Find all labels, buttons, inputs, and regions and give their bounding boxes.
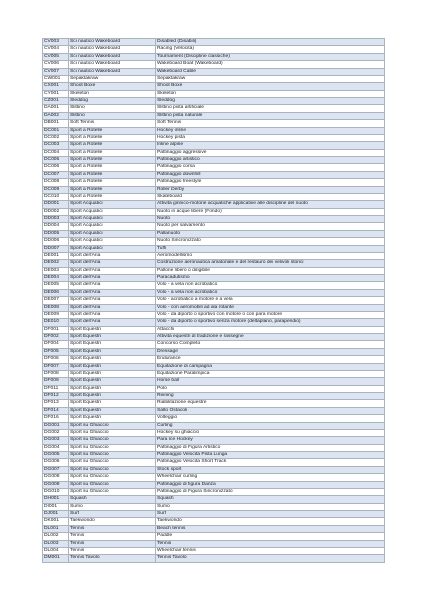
code-cell: DC005 (43, 157, 69, 164)
discipline-cell: Paracadutismo (156, 275, 385, 282)
sport-cell: Sport su Ghiaccio (69, 481, 156, 488)
discipline-cell: Equitazione Paralimpica (156, 370, 385, 377)
sport-cell: Sport a Rotelle (69, 134, 156, 141)
table-row (43, 496, 385, 503)
table-row (43, 61, 385, 68)
code-cell: DL001 (43, 525, 69, 532)
code-cell: DF014 (43, 407, 69, 414)
discipline-cell: Pattinaggio freestyle (156, 179, 385, 186)
table-body (43, 39, 385, 563)
code-cell: DC001 (43, 127, 69, 134)
sport-cell: Sport dell'Aria (69, 304, 156, 311)
discipline-cell: Wheelchair curling (156, 474, 385, 481)
table-row (43, 230, 385, 237)
table-row (43, 90, 385, 97)
discipline-cell: Squash (156, 496, 385, 503)
discipline-cell: Nuoto in acque libere (Fondo) (156, 208, 385, 215)
code-cell: DG007 (43, 466, 69, 473)
discipline-cell: Aeromodellismo (156, 252, 385, 259)
code-cell: DG003 (43, 437, 69, 444)
table-row (43, 547, 385, 554)
table-row (43, 304, 385, 311)
code-cell: DC007 (43, 171, 69, 178)
sport-cell: Sport Equestri (69, 385, 156, 392)
discipline-cell: Tennis (156, 540, 385, 547)
table-row (43, 252, 385, 259)
code-cell: DJ001 (43, 511, 69, 518)
discipline-cell: Tuffi (156, 245, 385, 252)
table-row (43, 53, 385, 60)
table-row (43, 142, 385, 149)
table-row (43, 385, 385, 392)
sport-cell: Sport a Rotelle (69, 164, 156, 171)
code-cell: DF013 (43, 400, 69, 407)
discipline-cell: Riabilitazione equestre (156, 400, 385, 407)
table-row (43, 488, 385, 495)
discipline-cell: Taekwondo (156, 518, 385, 525)
table-row (43, 245, 385, 252)
code-cell: DD006 (43, 238, 69, 245)
sport-cell: Sci nautico Wakeboard (69, 61, 156, 68)
table-row (43, 105, 385, 112)
code-cell: DF005 (43, 348, 69, 355)
discipline-cell: Reining (156, 393, 385, 400)
table-row (43, 503, 385, 510)
table-row (43, 363, 385, 370)
discipline-cell: Equitazione di campagna (156, 363, 385, 370)
discipline-cell: Pattinaggio di Figura Sincronizzato (156, 488, 385, 495)
sport-cell: Squash (69, 496, 156, 503)
table-row (43, 466, 385, 473)
table-row (43, 267, 385, 274)
table-row (43, 319, 385, 326)
sport-cell: Sport dell'Aria (69, 297, 156, 304)
sport-cell: Sport dell'Aria (69, 267, 156, 274)
discipline-cell: Shoot Boxe (156, 83, 385, 90)
table-row (43, 201, 385, 208)
code-cell: DE004 (43, 275, 69, 282)
table-row (43, 193, 385, 200)
table-row (43, 238, 385, 245)
discipline-cell: Nuoto Sincronizzato (156, 238, 385, 245)
discipline-cell: Volteggio (156, 415, 385, 422)
sport-cell: Sport a Rotelle (69, 157, 156, 164)
discipline-cell: Pattinaggio di figura Danza (156, 481, 385, 488)
code-cell: DG002 (43, 429, 69, 436)
code-cell: DL003 (43, 540, 69, 547)
sport-cell: Shoot Boxe (69, 83, 156, 90)
discipline-cell: Salto Ostacoli (156, 407, 385, 414)
table-row (43, 120, 385, 127)
code-cell: DG005 (43, 452, 69, 459)
discipline-cell: Pattinaggio downhill (156, 171, 385, 178)
code-cell: CV006 (43, 61, 69, 68)
discipline-cell: Volo - a vela non acrobatico (156, 282, 385, 289)
table-row (43, 378, 385, 385)
sport-cell: Sport Equestri (69, 393, 156, 400)
sport-cell: Sport su Ghiaccio (69, 488, 156, 495)
discipline-cell: Attività ginnico-motorie acquatiche applicative alle discipline del nuoto (156, 201, 385, 208)
discipline-cell: Skateboard (156, 193, 385, 200)
code-cell: CV005 (43, 53, 69, 60)
discipline-cell: Attività equestri di tradizione e rassegne (156, 334, 385, 341)
sport-cell: Sepaktakraw (69, 75, 156, 82)
code-cell: DG009 (43, 481, 69, 488)
code-cell: CW001 (43, 75, 69, 82)
table-row (43, 444, 385, 451)
code-cell: DG010 (43, 488, 69, 495)
table-row (43, 171, 385, 178)
table-row (43, 481, 385, 488)
sport-cell: Slittino (69, 105, 156, 112)
sport-cell: Sport su Ghiaccio (69, 452, 156, 459)
code-cell: DG001 (43, 422, 69, 429)
discipline-cell: Pattinaggio di Figura Artistico (156, 444, 385, 451)
table-row (43, 297, 385, 304)
disciplines-table (42, 38, 385, 563)
code-cell: DC004 (43, 149, 69, 156)
table-row (43, 393, 385, 400)
sport-cell: Sport Acquatici (69, 245, 156, 252)
table-row (43, 83, 385, 90)
discipline-cell: Wakeboard Cable (156, 68, 385, 75)
discipline-cell: Pallanuoto (156, 230, 385, 237)
discipline-cell: Inline alpine (156, 142, 385, 149)
code-cell: DE010 (43, 319, 69, 326)
sport-cell: Sport Equestri (69, 326, 156, 333)
table-row (43, 370, 385, 377)
sport-cell: Sport Equestri (69, 407, 156, 414)
table-row (43, 429, 385, 436)
table-row (43, 452, 385, 459)
table-row (43, 98, 385, 105)
table-row (43, 422, 385, 429)
code-cell: DL004 (43, 547, 69, 554)
sport-cell: Tennis (69, 525, 156, 532)
sport-cell: Sport Equestri (69, 415, 156, 422)
discipline-cell: Racing (Velocità) (156, 46, 385, 53)
discipline-cell: Attacchi (156, 326, 385, 333)
sport-cell: Sport Acquatici (69, 201, 156, 208)
table-row (43, 46, 385, 53)
table-row (43, 186, 385, 193)
sport-cell: Sport Acquatici (69, 238, 156, 245)
discipline-cell: Pattinaggio Velocità Pista Lunga (156, 452, 385, 459)
sport-cell: Sport su Ghiaccio (69, 459, 156, 466)
code-cell: DF012 (43, 393, 69, 400)
code-cell: DD007 (43, 245, 69, 252)
table-row (43, 525, 385, 532)
code-cell: DD005 (43, 230, 69, 237)
table-row (43, 348, 385, 355)
sport-cell: Sport su Ghiaccio (69, 437, 156, 444)
table-row (43, 275, 385, 282)
sport-cell: Sport dell'Aria (69, 252, 156, 259)
discipline-cell: Slittino pista artificiale (156, 105, 385, 112)
sport-cell: Sport su Ghiaccio (69, 466, 156, 473)
discipline-cell: Stock sport (156, 466, 385, 473)
discipline-cell: Surf (156, 511, 385, 518)
sport-cell: Sport dell'Aria (69, 275, 156, 282)
discipline-cell: Horse ball (156, 378, 385, 385)
table-row (43, 164, 385, 171)
discipline-cell: Sepaktakraw (156, 75, 385, 82)
discipline-cell: Curling (156, 422, 385, 429)
table-row (43, 260, 385, 267)
sport-cell: Sport su Ghiaccio (69, 474, 156, 481)
discipline-cell: Volo - a vela non acrobatico (156, 289, 385, 296)
sport-cell: Sci nautico Wakeboard (69, 68, 156, 75)
discipline-cell: Beach tennis (156, 525, 385, 532)
sport-cell: Taekwondo (69, 518, 156, 525)
code-cell: CZ001 (43, 98, 69, 105)
code-cell: DA002 (43, 112, 69, 119)
table-row (43, 223, 385, 230)
table-row (43, 39, 385, 46)
discipline-cell: Tennis Tavolo (156, 555, 385, 562)
sport-cell: Sport Equestri (69, 400, 156, 407)
sport-cell: Sport Acquatici (69, 208, 156, 215)
table-row (43, 533, 385, 540)
code-cell: DD002 (43, 208, 69, 215)
code-cell: DF002 (43, 334, 69, 341)
sport-cell: Sport a Rotelle (69, 127, 156, 134)
discipline-cell: Pallone libero o dirigibile (156, 267, 385, 274)
code-cell: DC002 (43, 134, 69, 141)
table-row (43, 400, 385, 407)
discipline-cell: Hockey pista (156, 134, 385, 141)
sport-cell: Sport dell'Aria (69, 311, 156, 318)
discipline-cell: Polo (156, 385, 385, 392)
sport-cell: Sport dell'Aria (69, 319, 156, 326)
sport-cell: Sport Acquatici (69, 216, 156, 223)
table-row (43, 555, 385, 562)
table-row (43, 282, 385, 289)
table-row (43, 356, 385, 363)
code-cell: DD003 (43, 216, 69, 223)
discipline-cell: Volo - acrobatico a motore e a vela (156, 297, 385, 304)
table-row (43, 68, 385, 75)
discipline-cell: Hockey su ghiaccio (156, 429, 385, 436)
code-cell: CV007 (43, 68, 69, 75)
discipline-cell: Endurance (156, 356, 385, 363)
code-cell: CV004 (43, 46, 69, 53)
discipline-cell: Slittino pista naturale (156, 112, 385, 119)
discipline-cell: Wakeboard Boat (Wakeboard) (156, 61, 385, 68)
sport-cell: Sumo (69, 503, 156, 510)
sport-cell: Sport Acquatici (69, 230, 156, 237)
code-cell: DE006 (43, 289, 69, 296)
table-row (43, 459, 385, 466)
discipline-cell: Costruzione aeronautica amatoriale e del restauro dei velivoli storici (156, 260, 385, 267)
table-row (43, 289, 385, 296)
code-cell: DE001 (43, 252, 69, 259)
discipline-cell: Disabled (Disabili) (156, 39, 385, 46)
sport-cell: Sport dell'Aria (69, 289, 156, 296)
code-cell: DF009 (43, 378, 69, 385)
sport-cell: Sci nautico Wakeboard (69, 39, 156, 46)
table-row (43, 157, 385, 164)
discipline-cell: Sumo (156, 503, 385, 510)
discipline-cell: Roller Derby (156, 186, 385, 193)
code-cell: DC009 (43, 186, 69, 193)
sport-cell: Sport Equestri (69, 370, 156, 377)
code-cell: DF006 (43, 356, 69, 363)
code-cell: DC003 (43, 142, 69, 149)
sport-cell: Tennis (69, 533, 156, 540)
sport-cell: Tennis (69, 540, 156, 547)
discipline-cell: Pattinaggio aggressive (156, 149, 385, 156)
code-cell: DF008 (43, 370, 69, 377)
discipline-cell: Sleddog (156, 98, 385, 105)
discipline-cell: Pattinaggio corsa (156, 164, 385, 171)
sport-cell: Sport a Rotelle (69, 193, 156, 200)
code-cell: CY001 (43, 90, 69, 97)
table-row (43, 334, 385, 341)
code-cell: DE008 (43, 304, 69, 311)
sport-cell: Sport a Rotelle (69, 142, 156, 149)
sport-cell: Sport dell'Aria (69, 260, 156, 267)
table-row (43, 311, 385, 318)
discipline-cell: Soft Tennis (156, 120, 385, 127)
table-row (43, 437, 385, 444)
sport-cell: Sport Equestri (69, 341, 156, 348)
sport-cell: Sleddog (69, 98, 156, 105)
code-cell: DH001 (43, 496, 69, 503)
discipline-cell: Para Ice Hockey (156, 437, 385, 444)
table-row (43, 208, 385, 215)
discipline-cell: Volo - da diporto o sportivo senza motore (deltaplano, parapendio) (156, 319, 385, 326)
sport-cell: Sport Acquatici (69, 223, 156, 230)
sport-cell: Sci nautico Wakeboard (69, 53, 156, 60)
code-cell: DB001 (43, 120, 69, 127)
sport-cell: Slittino (69, 112, 156, 119)
code-cell: CX001 (43, 83, 69, 90)
code-cell: DG006 (43, 459, 69, 466)
sport-cell: Sport a Rotelle (69, 171, 156, 178)
sport-cell: Tennis Tavolo (69, 555, 156, 562)
sport-cell: Sport a Rotelle (69, 179, 156, 186)
discipline-cell: Volo - con aeromobili ad ala rotante (156, 304, 385, 311)
table-row (43, 134, 385, 141)
sport-cell: Sport a Rotelle (69, 149, 156, 156)
code-cell: DE007 (43, 297, 69, 304)
discipline-cell: Paddle (156, 533, 385, 540)
code-cell: DC006 (43, 164, 69, 171)
table-row (43, 149, 385, 156)
code-cell: DF001 (43, 326, 69, 333)
table-row (43, 75, 385, 82)
discipline-cell: Pattinaggio Velocità Short Track (156, 459, 385, 466)
code-cell: DL002 (43, 533, 69, 540)
discipline-cell: Concorso Completo (156, 341, 385, 348)
code-cell: DC008 (43, 179, 69, 186)
sport-cell: Soft Tennis (69, 120, 156, 127)
table-row (43, 179, 385, 186)
sport-cell: Tennis (69, 547, 156, 554)
sport-cell: Sport dell'Aria (69, 282, 156, 289)
discipline-cell: Skeleton (156, 90, 385, 97)
sport-cell: Skeleton (69, 90, 156, 97)
table-row (43, 341, 385, 348)
code-cell: DE009 (43, 311, 69, 318)
code-cell: DM001 (43, 555, 69, 562)
discipline-cell: Dressage (156, 348, 385, 355)
code-cell: DG004 (43, 444, 69, 451)
code-cell: DD004 (43, 223, 69, 230)
code-cell: DE005 (43, 282, 69, 289)
table-row (43, 415, 385, 422)
sport-cell: Sport su Ghiaccio (69, 422, 156, 429)
code-cell: DE003 (43, 267, 69, 274)
code-cell: DG008 (43, 474, 69, 481)
sport-cell: Sport Equestri (69, 363, 156, 370)
code-cell: DE002 (43, 260, 69, 267)
table-row (43, 407, 385, 414)
discipline-cell: Pattinaggio artistico (156, 157, 385, 164)
code-cell: DD001 (43, 201, 69, 208)
discipline-cell: Wheelchair tennis (156, 547, 385, 554)
discipline-cell: Nuoto per salvamento (156, 223, 385, 230)
table-row (43, 518, 385, 525)
code-cell: DA001 (43, 105, 69, 112)
table-row (43, 540, 385, 547)
table-row (43, 511, 385, 518)
sport-cell: Surf (69, 511, 156, 518)
sport-cell: Sport su Ghiaccio (69, 429, 156, 436)
sport-cell: Sport Equestri (69, 334, 156, 341)
code-cell: DI001 (43, 503, 69, 510)
sport-cell: Sport su Ghiaccio (69, 444, 156, 451)
discipline-cell: Hockey inline (156, 127, 385, 134)
sport-cell: Sport Equestri (69, 348, 156, 355)
discipline-cell: Volo - da diporto o sportivo con motore o con para motore (156, 311, 385, 318)
sport-cell: Sci nautico Wakeboard (69, 46, 156, 53)
discipline-cell: Nuoto (156, 216, 385, 223)
sport-cell: Sport Equestri (69, 356, 156, 363)
code-cell: DF016 (43, 415, 69, 422)
code-cell: DF004 (43, 341, 69, 348)
table-row (43, 112, 385, 119)
sport-cell: Sport a Rotelle (69, 186, 156, 193)
table-row (43, 216, 385, 223)
code-cell: DF007 (43, 363, 69, 370)
code-cell: CV003 (43, 39, 69, 46)
code-cell: DC010 (43, 193, 69, 200)
table-row (43, 474, 385, 481)
sport-cell: Sport Equestri (69, 378, 156, 385)
table-row (43, 326, 385, 333)
code-cell: DF011 (43, 385, 69, 392)
table-row (43, 127, 385, 134)
code-cell: DK001 (43, 518, 69, 525)
discipline-cell: Tournament (Discipline classiche) (156, 53, 385, 60)
